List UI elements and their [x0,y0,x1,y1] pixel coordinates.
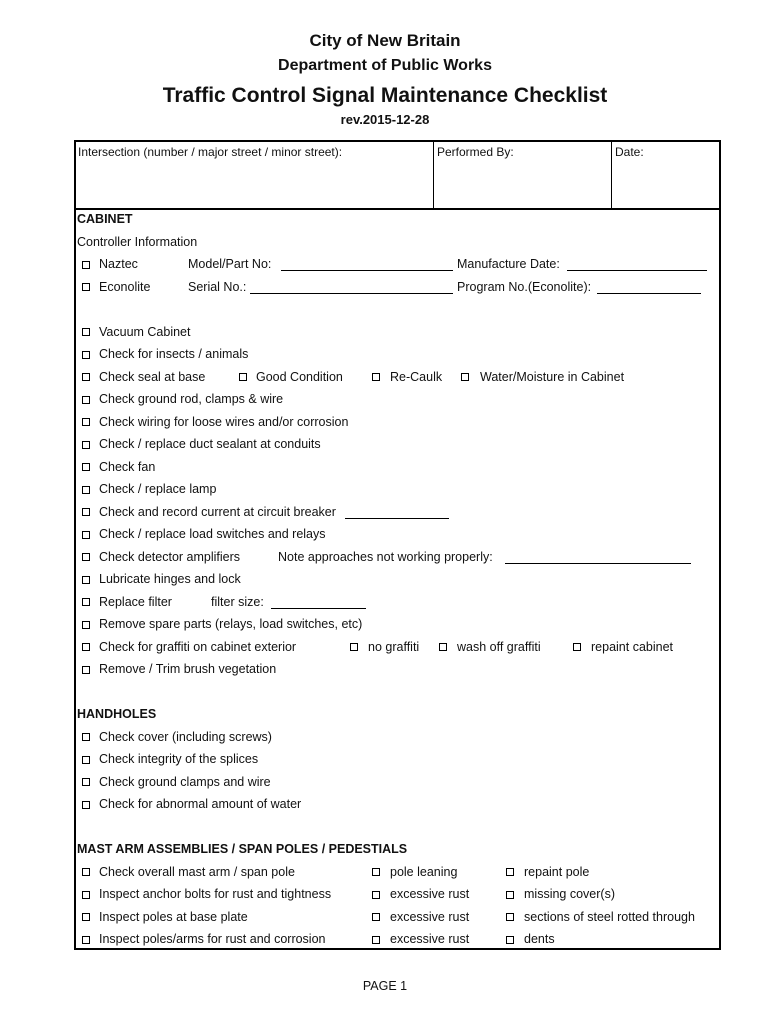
revision-label: rev.2015-12-28 [340,112,430,127]
model-part-input[interactable] [281,270,453,271]
mast-option-checkbox[interactable] [506,913,514,921]
filter-size-input[interactable] [271,608,366,609]
option-label: no graffiti [368,640,420,654]
model-part-label: Model/Part No: [188,257,272,271]
water-moisture-checkbox[interactable] [461,373,469,381]
repaint-cabinet-checkbox[interactable] [573,643,581,651]
handhole-checkbox[interactable] [82,801,90,809]
serial-no-input[interactable] [250,293,453,294]
econolite-label: Econolite [99,280,151,294]
option-label: missing cover(s) [524,887,615,901]
city-name: City of New Britain [309,31,461,50]
column-divider [433,142,434,208]
list-item: Check wiring for loose wires and/or corrosion [99,415,349,429]
mast-option-checkbox[interactable] [506,868,514,876]
mast-task-checkbox[interactable] [82,891,90,899]
filter-size-label: filter size: [211,595,264,609]
list-item: Inspect poles/arms for rust and corrosion [99,932,326,946]
list-item: Inspect anchor bolts for rust and tightness [99,887,332,901]
list-item: Inspect poles at base plate [99,910,248,924]
performed-by-label: Performed By: [437,145,514,159]
list-item: Check cover (including screws) [99,730,272,744]
option-label: sections of steel rotted through [524,910,695,924]
brush-checkbox[interactable] [82,666,90,674]
list-item: Check for insects / animals [99,347,249,361]
mast-option-checkbox[interactable] [372,936,380,944]
mast-task-checkbox[interactable] [82,936,90,944]
list-item: Remove / Trim brush vegetation [99,662,277,676]
list-item: Check / replace duct sealant at conduits [99,437,321,451]
mast-option-checkbox[interactable] [372,913,380,921]
naztec-label: Naztec [99,257,138,271]
performed-by-field[interactable] [437,145,514,159]
section-divider [76,208,719,210]
option-label: repaint pole [524,865,590,879]
duct-sealant-checkbox[interactable] [82,441,90,449]
filter-checkbox[interactable] [82,598,90,606]
page-title: Traffic Control Signal Maintenance Checklist [162,84,608,107]
note-approaches-label: Note approaches not working properly: [278,550,493,564]
option-label: excessive rust [390,887,470,901]
list-item: Lubricate hinges and lock [99,572,241,586]
option-label: Good Condition [256,370,343,384]
department-name: Department of Public Works [278,57,492,74]
list-item: Vacuum Cabinet [99,325,191,339]
manufacture-date-input[interactable] [567,270,707,271]
handhole-checkbox[interactable] [82,778,90,786]
date-label: Date: [615,145,644,159]
list-item: Check ground rod, clamps & wire [99,392,284,406]
program-no-label: Program No.(Econolite): [457,280,592,294]
option-label: Re-Caulk [390,370,443,384]
fan-checkbox[interactable] [82,463,90,471]
good-condition-checkbox[interactable] [239,373,247,381]
option-label: Water/Moisture in Cabinet [480,370,625,384]
list-item: Check for graffiti on cabinet exterior [99,640,297,654]
seal-checkbox[interactable] [82,373,90,381]
wash-off-checkbox[interactable] [439,643,447,651]
mast-option-checkbox[interactable] [506,936,514,944]
mast-arm-heading: MAST ARM ASSEMBLIES / SPAN POLES / PEDESTIALS [77,842,408,856]
date-field[interactable] [615,145,644,159]
intersection-label: Intersection (number / major street / minor street): [78,145,343,159]
list-item: Check detector amplifiers [99,550,241,564]
note-approaches-input[interactable] [505,563,691,564]
list-item: Check / replace lamp [99,482,217,496]
insects-checkbox[interactable] [82,351,90,359]
wiring-checkbox[interactable] [82,418,90,426]
mast-option-checkbox[interactable] [506,891,514,899]
mast-option-checkbox[interactable] [372,891,380,899]
current-input[interactable] [345,518,449,519]
manufacture-date-label: Manufacture Date: [457,257,560,271]
program-no-input[interactable] [597,293,701,294]
list-item: Check integrity of the splices [99,752,259,766]
list-item: Check / replace load switches and relays [99,527,326,541]
vacuum-checkbox[interactable] [82,328,90,336]
page-number: PAGE 1 [362,979,408,993]
graffiti-checkbox[interactable] [82,643,90,651]
option-label: pole leaning [390,865,458,879]
handholes-heading: HANDHOLES [77,707,157,721]
handhole-checkbox[interactable] [82,756,90,764]
column-divider [611,142,612,208]
serial-no-label: Serial No.: [188,280,247,294]
checklist-form [74,140,721,950]
option-label: wash off graffiti [457,640,541,654]
intersection-field[interactable] [78,145,342,159]
list-item: Replace filter [99,595,172,609]
cabinet-heading: CABINET [77,212,133,226]
detector-checkbox[interactable] [82,553,90,561]
mast-task-checkbox[interactable] [82,868,90,876]
ground-rod-checkbox[interactable] [82,396,90,404]
handhole-checkbox[interactable] [82,733,90,741]
recaulk-checkbox[interactable] [372,373,380,381]
option-label: repaint cabinet [591,640,674,654]
list-item: Check overall mast arm / span pole [99,865,295,879]
lubricate-checkbox[interactable] [82,576,90,584]
lamp-checkbox[interactable] [82,486,90,494]
list-item: Check for abnormal amount of water [99,797,302,811]
current-checkbox[interactable] [82,508,90,516]
list-item: Check and record current at circuit breaker [99,505,336,519]
controller-info-label: Controller Information [77,235,198,249]
no-graffiti-checkbox[interactable] [350,643,358,651]
econolite-checkbox[interactable] [82,283,90,291]
mast-option-checkbox[interactable] [372,868,380,876]
option-label: excessive rust [390,910,470,924]
list-item: Check fan [99,460,156,474]
naztec-checkbox[interactable] [82,261,90,269]
list-item: Check seal at base [99,370,206,384]
list-item: Check ground clamps and wire [99,775,271,789]
option-label: dents [524,932,555,946]
mast-task-checkbox[interactable] [82,913,90,921]
list-item: Remove spare parts (relays, load switches, etc) [99,617,363,631]
load-switches-checkbox[interactable] [82,531,90,539]
option-label: excessive rust [390,932,470,946]
spare-parts-checkbox[interactable] [82,621,90,629]
